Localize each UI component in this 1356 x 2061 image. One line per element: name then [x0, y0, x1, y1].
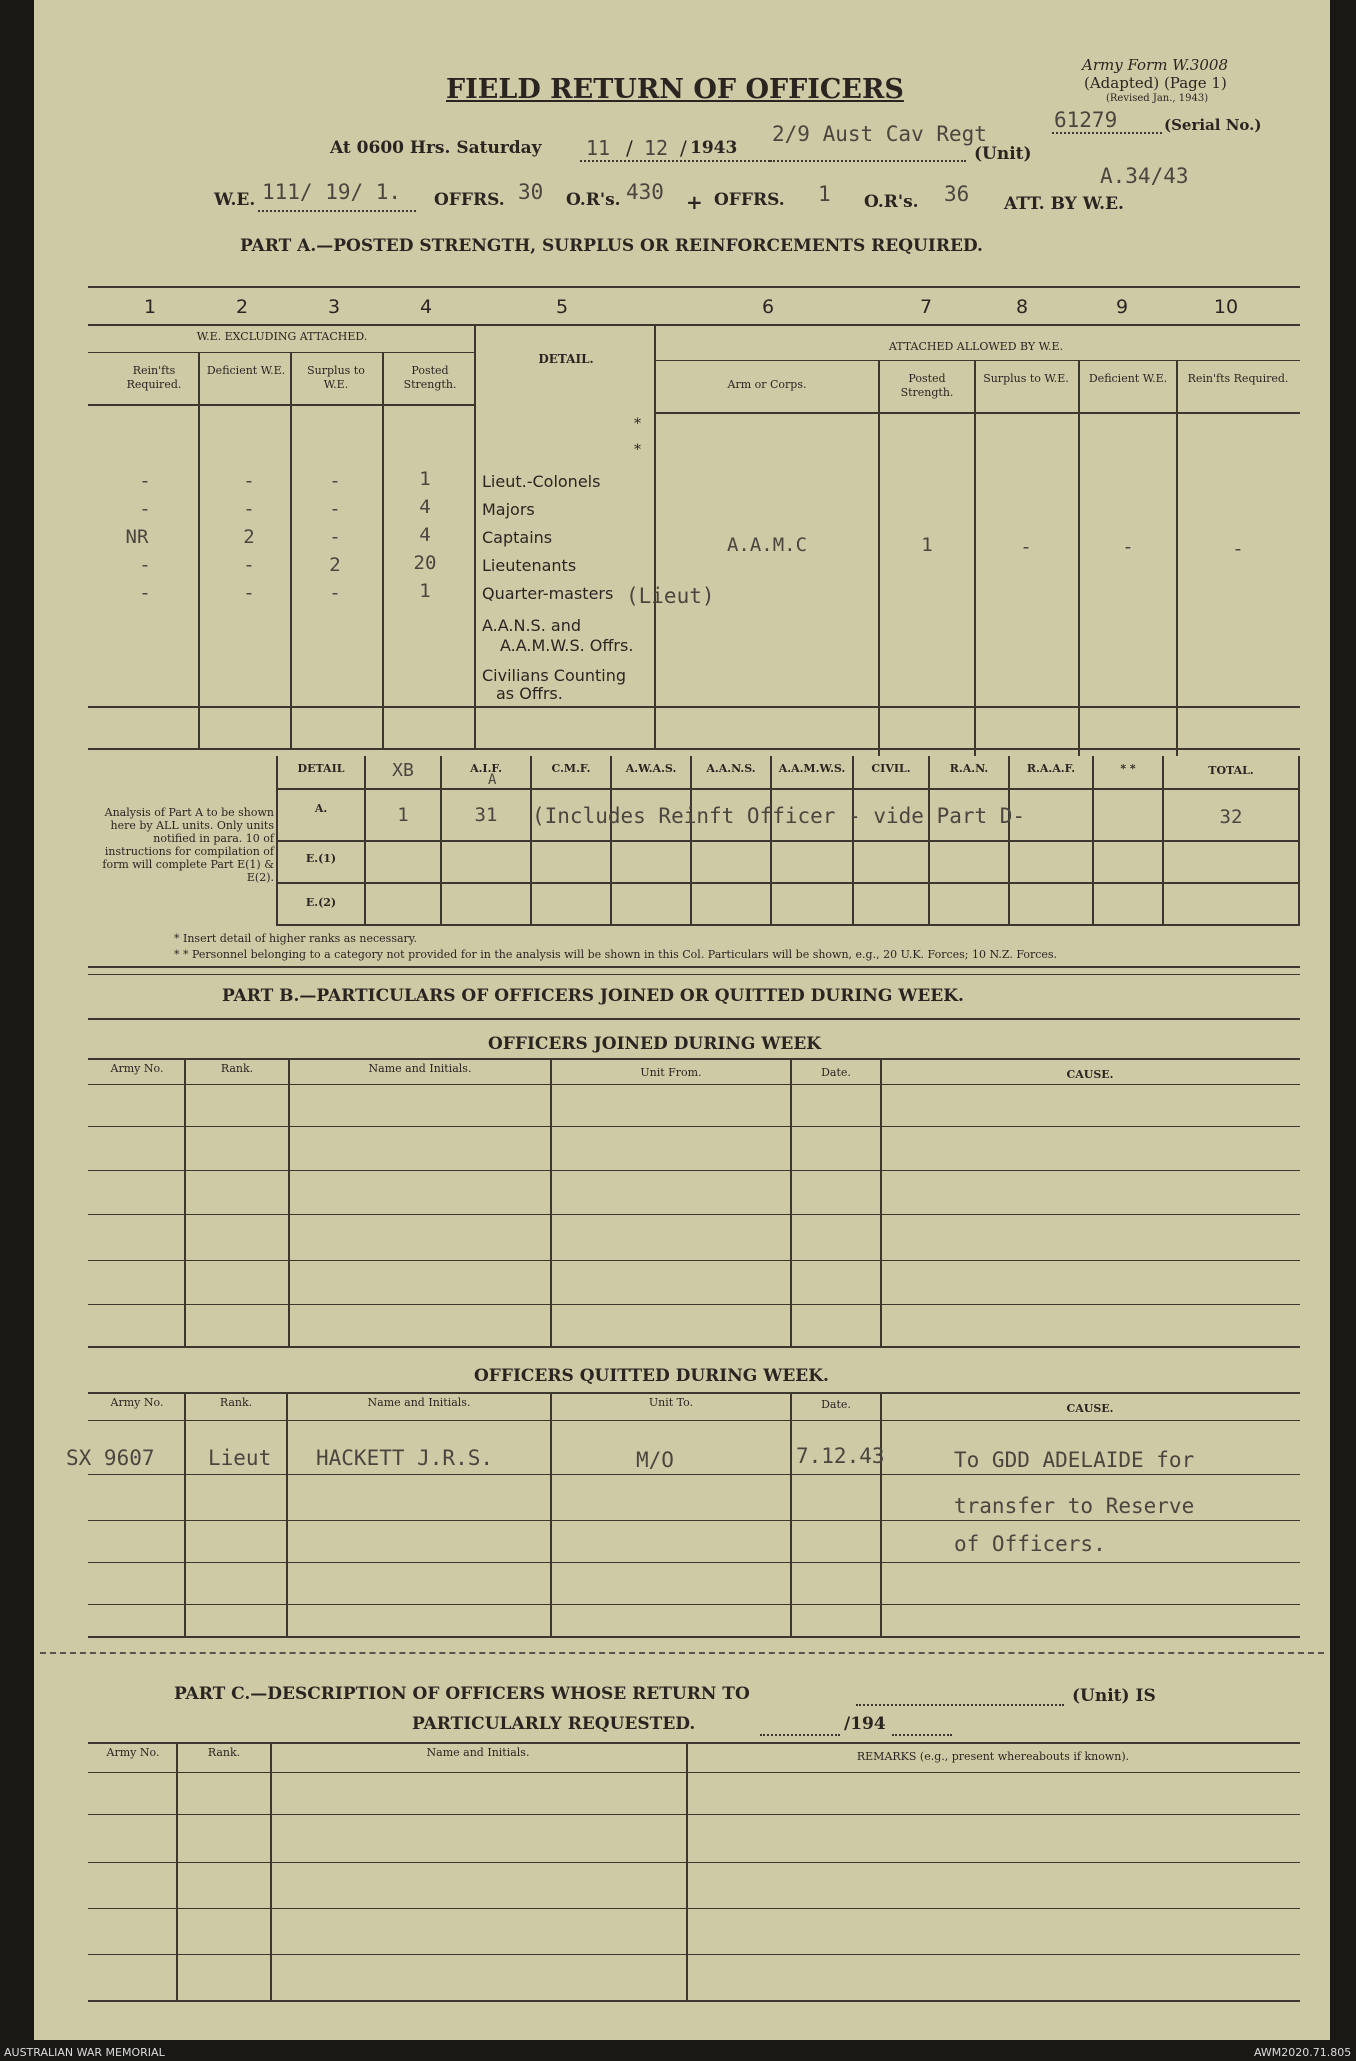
we-body-rule [88, 404, 476, 406]
joined-row-2 [88, 1170, 1300, 1171]
qb-v2 [286, 1392, 288, 1636]
q-rank: Lieut [208, 1446, 272, 1470]
unit-label: (Unit) [974, 144, 1032, 164]
pa-v7 [974, 360, 976, 756]
quitted-row-3 [88, 1562, 1300, 1563]
part-b-rule [88, 1018, 1300, 1020]
analysis-bottom-rule-2 [88, 974, 1300, 975]
q-army-no: SX 9607 [66, 1446, 155, 1470]
joined-top-rule [88, 1058, 1300, 1060]
pa-v9 [1176, 360, 1178, 756]
date-year: 1943 [690, 138, 738, 158]
part-a-title: PART A.—POSTED STRENGTH, SURPLUS OR REINFORCEMENTS REQUIRED. [240, 236, 983, 256]
we-excluding-header: W.E. EXCLUDING ATTACHED. [196, 330, 368, 343]
quitted-bottom-rule [88, 1636, 1300, 1638]
att-posted-value: 1 [921, 534, 933, 556]
revised-label: (Revised Jan., 1943) [1106, 93, 1209, 104]
qm-note: (Lieut) [626, 584, 715, 608]
we-sub-rule [88, 352, 476, 353]
pa-v6 [878, 360, 880, 756]
joined-title: OFFICERS JOINED DURING WEEK [488, 1034, 822, 1054]
quitted-row-4 [88, 1604, 1300, 1605]
qb-v3 [550, 1392, 552, 1636]
q-date: 7.12.43 [796, 1444, 885, 1468]
q-cause-3: of Officers. [954, 1532, 1106, 1556]
quitted-row-2 [88, 1520, 1300, 1521]
joined-header-rule [88, 1084, 1300, 1085]
analysis-note: Analysis of Part A to be shown here by ALL units. Only units notified in para. 10 of instructions for compilation of form will complete Part E(1) & E(2). [102, 806, 274, 884]
part-c-date-dotline-2 [892, 1734, 952, 1736]
detail-header: DETAIL. [538, 352, 594, 366]
part-c-unit-is: (Unit) IS [1072, 1686, 1156, 1706]
part-a-totals-rule [88, 706, 1300, 708]
q-unit-to: M/O [636, 1448, 674, 1472]
part-b-title: PART B.—PARTICULARS OF OFFICERS JOINED OR QUITTED DURING WEEK. [222, 986, 964, 1006]
q-cause-2: transfer to Reserve [954, 1494, 1195, 1518]
footer-right: AWM2020.71.805 [1254, 2046, 1352, 2059]
footnote-1: * Insert detail of higher ranks as necessary. [174, 932, 418, 945]
h-reinfts: Rein'fts Required. [126, 364, 182, 391]
part-c-line2: PARTICULARLY REQUESTED. [412, 1714, 696, 1734]
army-form-label: Army Form W.3008 [1082, 56, 1228, 74]
row-a-total: 32 [1219, 806, 1243, 828]
q-name: HACKETT J.R.S. [316, 1446, 494, 1470]
joined-row-5 [88, 1304, 1300, 1305]
quitted-title: OFFICERS QUITTED DURING WEEK. [474, 1366, 829, 1386]
h-arm-corps: Arm or Corps. [727, 378, 807, 391]
pa-v1 [198, 352, 200, 748]
part-a-bottom-rule [88, 748, 1300, 750]
aans-detail: A.A.N.S. and [482, 616, 581, 635]
star-2: * [634, 442, 641, 458]
at-hrs-label: At 0600 Hrs. Saturday [330, 138, 542, 158]
ors-label: O.R's. [566, 190, 621, 210]
date-slash-1: / [626, 136, 633, 160]
attached-allowed-header: ATTACHED ALLOWED BY W.E. [888, 340, 1064, 353]
civilians-detail-2: as Offrs. [496, 684, 563, 703]
pc-row-1 [88, 1814, 1300, 1815]
part-c-unit-dotline [856, 1704, 1064, 1706]
qb-v1 [184, 1392, 186, 1636]
ors2-label: O.R's. [864, 192, 919, 212]
quitted-row-1 [88, 1474, 1300, 1475]
date-month: 12 [644, 136, 669, 160]
pc-v1 [176, 1742, 178, 2002]
h-deficient2: Deficient W.E. [1088, 372, 1168, 385]
pc-row-2 [88, 1862, 1300, 1863]
an-h1 [276, 788, 1300, 790]
date-slash-2: / [680, 136, 687, 160]
row-a-xb: 1 [397, 804, 409, 826]
h-posted: Posted Strength. [403, 364, 457, 391]
quitted-header-rule [88, 1420, 1300, 1421]
pa-v8 [1078, 360, 1080, 756]
we-value: 111/ 19/ 1. [262, 180, 402, 204]
offrs-value: 30 [518, 180, 544, 204]
civilians-detail: Civilians Counting [482, 666, 627, 685]
att-body-rule [656, 412, 1300, 414]
an-h3 [276, 882, 1300, 884]
att-deficient-value: - [1122, 536, 1134, 558]
footer-left: AUSTRALIAN WAR MEMORIAL [4, 2046, 165, 2059]
pa-v3 [382, 352, 384, 748]
pc-row-3 [88, 1908, 1300, 1909]
star-1: * [634, 416, 641, 432]
pa-v4 [474, 324, 476, 748]
aif-sub-a: A [488, 772, 497, 788]
offrs2-value: 1 [818, 182, 831, 206]
adapted-label: (Adapted) (Page 1) [1084, 74, 1227, 92]
an-h4 [276, 924, 1300, 926]
page-title: FIELD RETURN OF OFFICERS [446, 74, 904, 105]
pa-v2 [290, 352, 292, 748]
row-label-e1: E.(1) [305, 852, 337, 865]
serial-dotline [1052, 132, 1162, 134]
we-label: W.E. [214, 190, 256, 210]
we-dotline [258, 210, 416, 212]
date-day: 11 [586, 136, 611, 160]
date-dotline [580, 160, 770, 162]
offrs2-label: OFFRS. [714, 190, 785, 210]
qb-v5 [880, 1392, 882, 1636]
h-surplus2: Surplus to W.E. [983, 372, 1069, 385]
row-a-aif: 31 [474, 804, 498, 826]
quitted-top-rule [88, 1392, 1300, 1394]
h-deficient: Deficient W.E. [206, 364, 286, 377]
part-a-top-rule [88, 286, 1300, 288]
row-label-e2: E.(2) [305, 896, 337, 909]
aans-detail-2: A.A.M.W.S. Offrs. [500, 636, 634, 655]
joined-row-1 [88, 1126, 1300, 1127]
att-arm-value: A.A.M.C [726, 534, 808, 556]
qb-v4 [790, 1392, 792, 1636]
joined-bottom-rule [88, 1346, 1300, 1348]
analysis-bottom-rule [88, 966, 1300, 968]
serial-value: 61279 [1054, 108, 1118, 132]
pc-row-4 [88, 1954, 1300, 1955]
att-surplus-value: - [1020, 536, 1032, 558]
row-a-remark: (Includes Reinft Officer - vide Part D- [532, 804, 1026, 828]
part-c-bottom-rule [88, 2000, 1300, 2002]
an-h2 [276, 840, 1300, 842]
unit-value: 2/9 Aust Cav Regt [772, 122, 987, 146]
part-c-title: PART C.—DESCRIPTION OF OFFICERS WHOSE RETURN TO [174, 1684, 750, 1704]
h-surplus: Surplus to W.E. [307, 364, 365, 391]
joined-row-3 [88, 1214, 1300, 1215]
plus-sign: + [686, 190, 703, 214]
ors-value: 430 [626, 180, 664, 204]
offrs-label: OFFRS. [434, 190, 505, 210]
serial-label: (Serial No.) [1164, 116, 1262, 134]
ors2-value: 36 [944, 182, 970, 206]
att-sub-rule [656, 360, 1300, 361]
tear-line [40, 1652, 1324, 1654]
att-reinf-value: - [1232, 538, 1244, 560]
footnote-2: * * Personnel belonging to a category not provided for in the analysis will be shown in this Col. Particulars will be shown, e.g., 20 U.K. Forces; 10 N.Z. Forces. [174, 948, 1058, 961]
att-by-we-label: ATT. BY W.E. [1004, 194, 1124, 214]
part-c-date: /194 [844, 1714, 886, 1734]
form-reference: A.34/43 [1100, 164, 1189, 188]
q-cause-1: To GDD ADELAIDE for [954, 1448, 1195, 1472]
joined-row-4 [88, 1260, 1300, 1261]
h-reinfts2: Rein'fts Required. [1187, 372, 1289, 385]
unit-dotline [770, 160, 966, 162]
row-label-a: A. [314, 802, 328, 815]
h-posted2: Posted Strength. [900, 372, 954, 399]
part-a-header-rule [88, 324, 1300, 326]
pc-v2 [270, 1742, 272, 2002]
part-c-date-dotline-1 [760, 1734, 840, 1736]
pc-v3 [686, 1742, 688, 2002]
